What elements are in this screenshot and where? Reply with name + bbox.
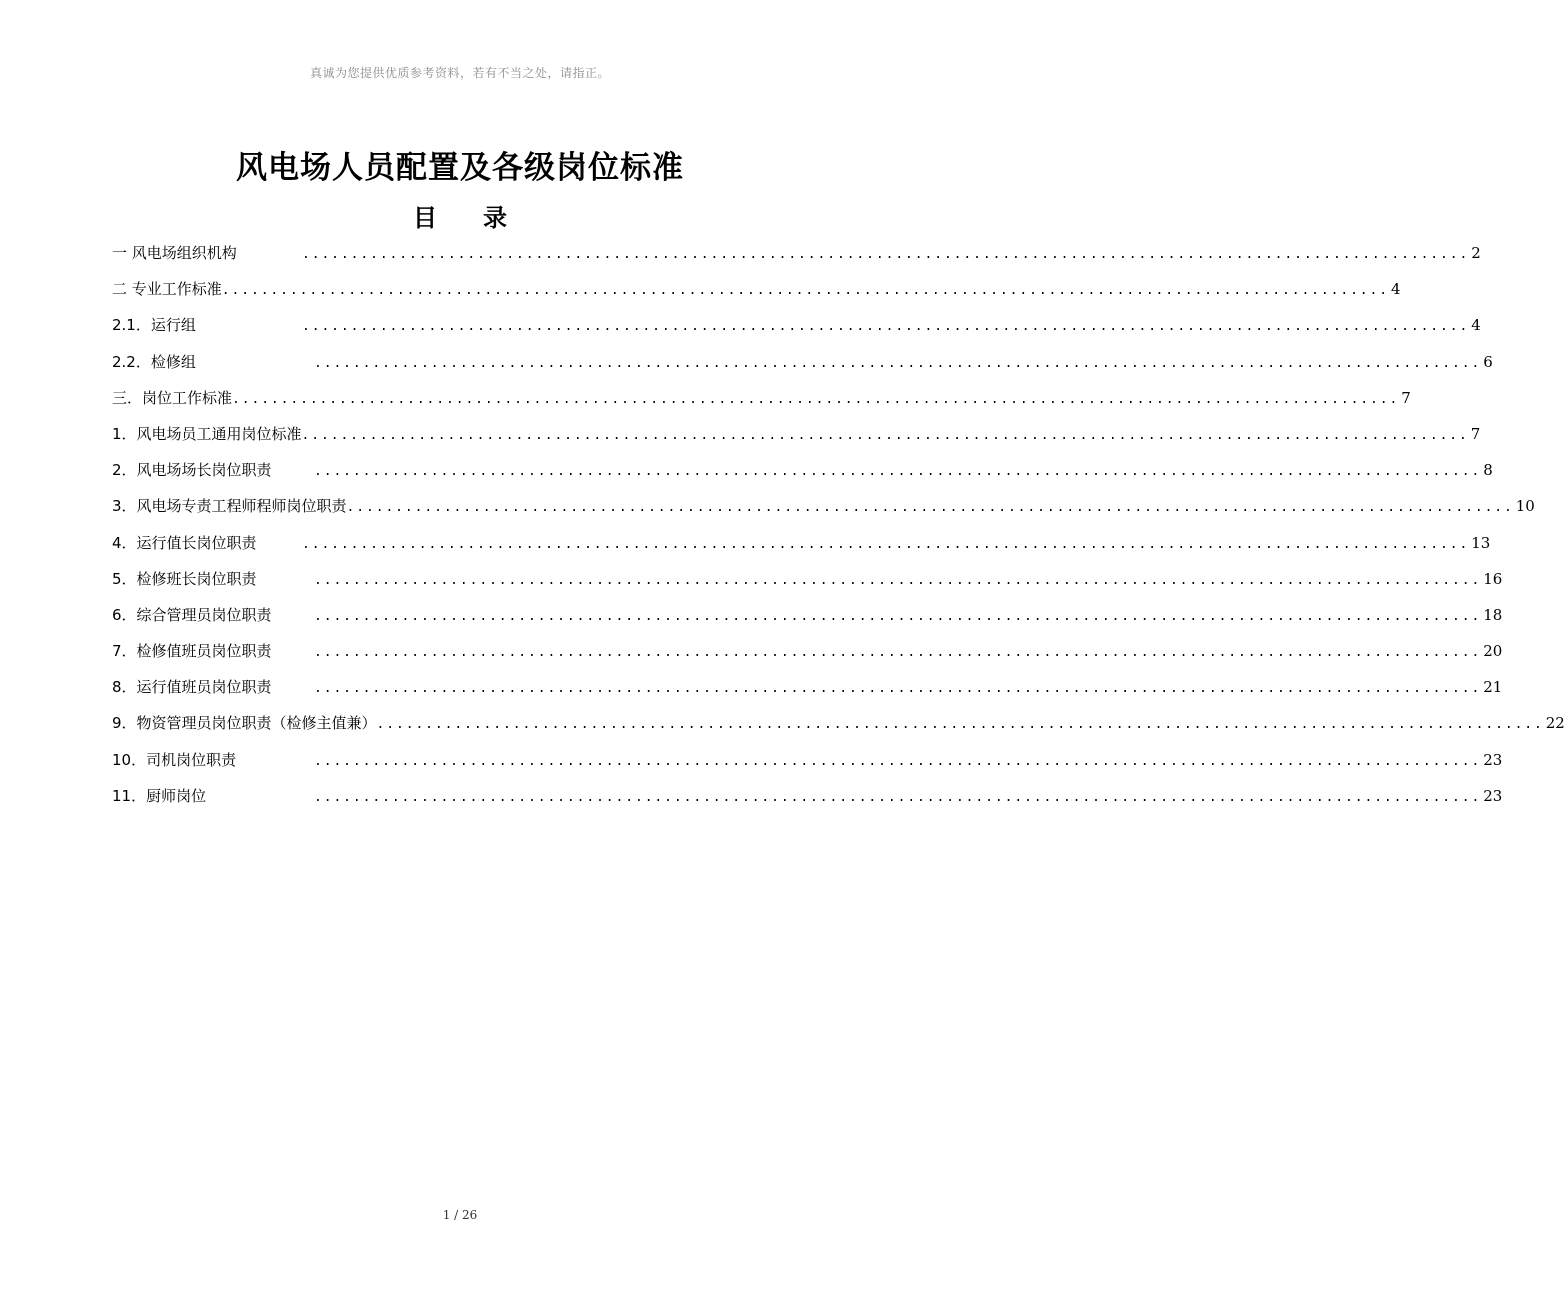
toc-leader-dots: ........................................................................................................................: [302, 536, 1470, 552]
toc-entry[interactable]: [112, 314, 1481, 350]
toc-entry-label: 1．风电场员工通用岗位标准: [112, 424, 302, 443]
toc-entry-page: 4: [1471, 316, 1481, 335]
toc-entry-label: 2.1．运行组: [112, 316, 196, 335]
toc-entry[interactable]: [112, 712, 1565, 748]
header-note: 真诚为您提供优质参考资料，若有不当之处，请指正。: [309, 66, 610, 80]
document-title: 风电场人员配置及各级岗位标准: [236, 150, 684, 186]
toc-entry-page: 7: [1470, 424, 1481, 443]
page-number: 1 / 26: [442, 1208, 478, 1222]
toc-entry[interactable]: [112, 676, 1503, 712]
toc-entry[interactable]: [112, 604, 1503, 640]
toc-entry-page: 20: [1483, 642, 1503, 661]
toc-leader-dots: ........................................................................................................................: [314, 681, 1482, 697]
toc-leader-dots: ........................................................................................................................: [376, 717, 1544, 733]
toc-leader-dots: ........................................................................................................................: [221, 283, 1389, 299]
toc-entry-page: 2: [1471, 244, 1481, 262]
toc-entry[interactable]: [112, 242, 1481, 278]
toc-entry-page: 10: [1515, 497, 1535, 516]
toc-heading-left: 目: [413, 204, 437, 232]
toc-entry-label: 5．检修班长岗位职责: [112, 569, 257, 588]
toc-heading: [0, 198, 920, 233]
toc-entry-page: 21: [1483, 678, 1503, 697]
toc-leader-dots: ........................................................................................................................: [314, 355, 1482, 371]
table-of-contents: [112, 242, 1565, 821]
toc-entry-label: 9．物资管理员岗位职责（检修主值兼）: [112, 714, 377, 733]
toc-leader-dots: ........................................................................................................................: [314, 572, 1482, 588]
toc-leader-dots: ........................................................................................................................: [302, 319, 1470, 335]
toc-entry[interactable]: [112, 387, 1411, 423]
toc-leader-dots: ........................................................................................................................: [346, 500, 1514, 516]
toc-entry[interactable]: [112, 749, 1503, 785]
toc-entry-page: 23: [1483, 750, 1503, 769]
toc-entry-label: 7．检修值班员岗位职责: [112, 642, 272, 661]
toc-entry-label: 3．风电场专责工程师程师岗位职责: [112, 497, 347, 516]
toc-entry-label: 11．厨师岗位: [112, 786, 207, 805]
toc-entry-label: 10．司机岗位职责: [112, 750, 237, 769]
toc-leader-dots: ........................................................................................................................: [301, 427, 1469, 443]
toc-entry-label: 2.2．检修组: [112, 352, 196, 371]
toc-entry-page: 7: [1401, 388, 1411, 407]
toc-entry[interactable]: [112, 568, 1503, 604]
toc-leader-dots: ........................................................................................................................: [314, 464, 1482, 480]
toc-entry-label: 8．运行值班员岗位职责: [112, 678, 272, 697]
toc-entry[interactable]: [112, 423, 1481, 459]
toc-entry-page: 13: [1471, 533, 1491, 552]
toc-leader-dots: ........................................................................................................................: [302, 247, 1470, 262]
toc-entry-page: 23: [1483, 786, 1503, 805]
toc-entry-page: 18: [1483, 605, 1503, 624]
toc-entry-page: 6: [1483, 352, 1493, 371]
toc-entry-page: 4: [1390, 280, 1401, 299]
toc-heading-right: 录: [483, 204, 507, 232]
toc-leader-dots: ........................................................................................................................: [232, 391, 1400, 407]
toc-entry[interactable]: [112, 532, 1491, 568]
toc-leader-dots: ........................................................................................................................: [314, 789, 1482, 805]
toc-entry-label: 2．风电场场长岗位职责: [112, 461, 272, 480]
toc-entry[interactable]: [112, 495, 1535, 531]
toc-entry-label: 4．运行值长岗位职责: [112, 533, 257, 552]
toc-entry-page: 22: [1545, 714, 1565, 733]
toc-leader-dots: ........................................................................................................................: [314, 753, 1482, 769]
toc-entry-page: 16: [1483, 569, 1503, 588]
toc-entry[interactable]: [112, 785, 1503, 821]
toc-entry[interactable]: [112, 640, 1503, 676]
toc-entry-label: 二 专业工作标准: [112, 280, 222, 299]
toc-entry[interactable]: [112, 459, 1493, 495]
toc-entry-label: 一 风电场组织机构: [112, 244, 237, 262]
toc-leader-dots: ........................................................................................................................: [314, 645, 1482, 661]
toc-entry-label: 6．综合管理员岗位职责: [112, 605, 272, 624]
toc-entry[interactable]: [112, 351, 1493, 387]
toc-entry-label: 三．岗位工作标准: [112, 388, 233, 407]
toc-entry[interactable]: [112, 278, 1401, 314]
toc-leader-dots: ........................................................................................................................: [314, 608, 1482, 624]
toc-entry-page: 8: [1483, 461, 1493, 480]
